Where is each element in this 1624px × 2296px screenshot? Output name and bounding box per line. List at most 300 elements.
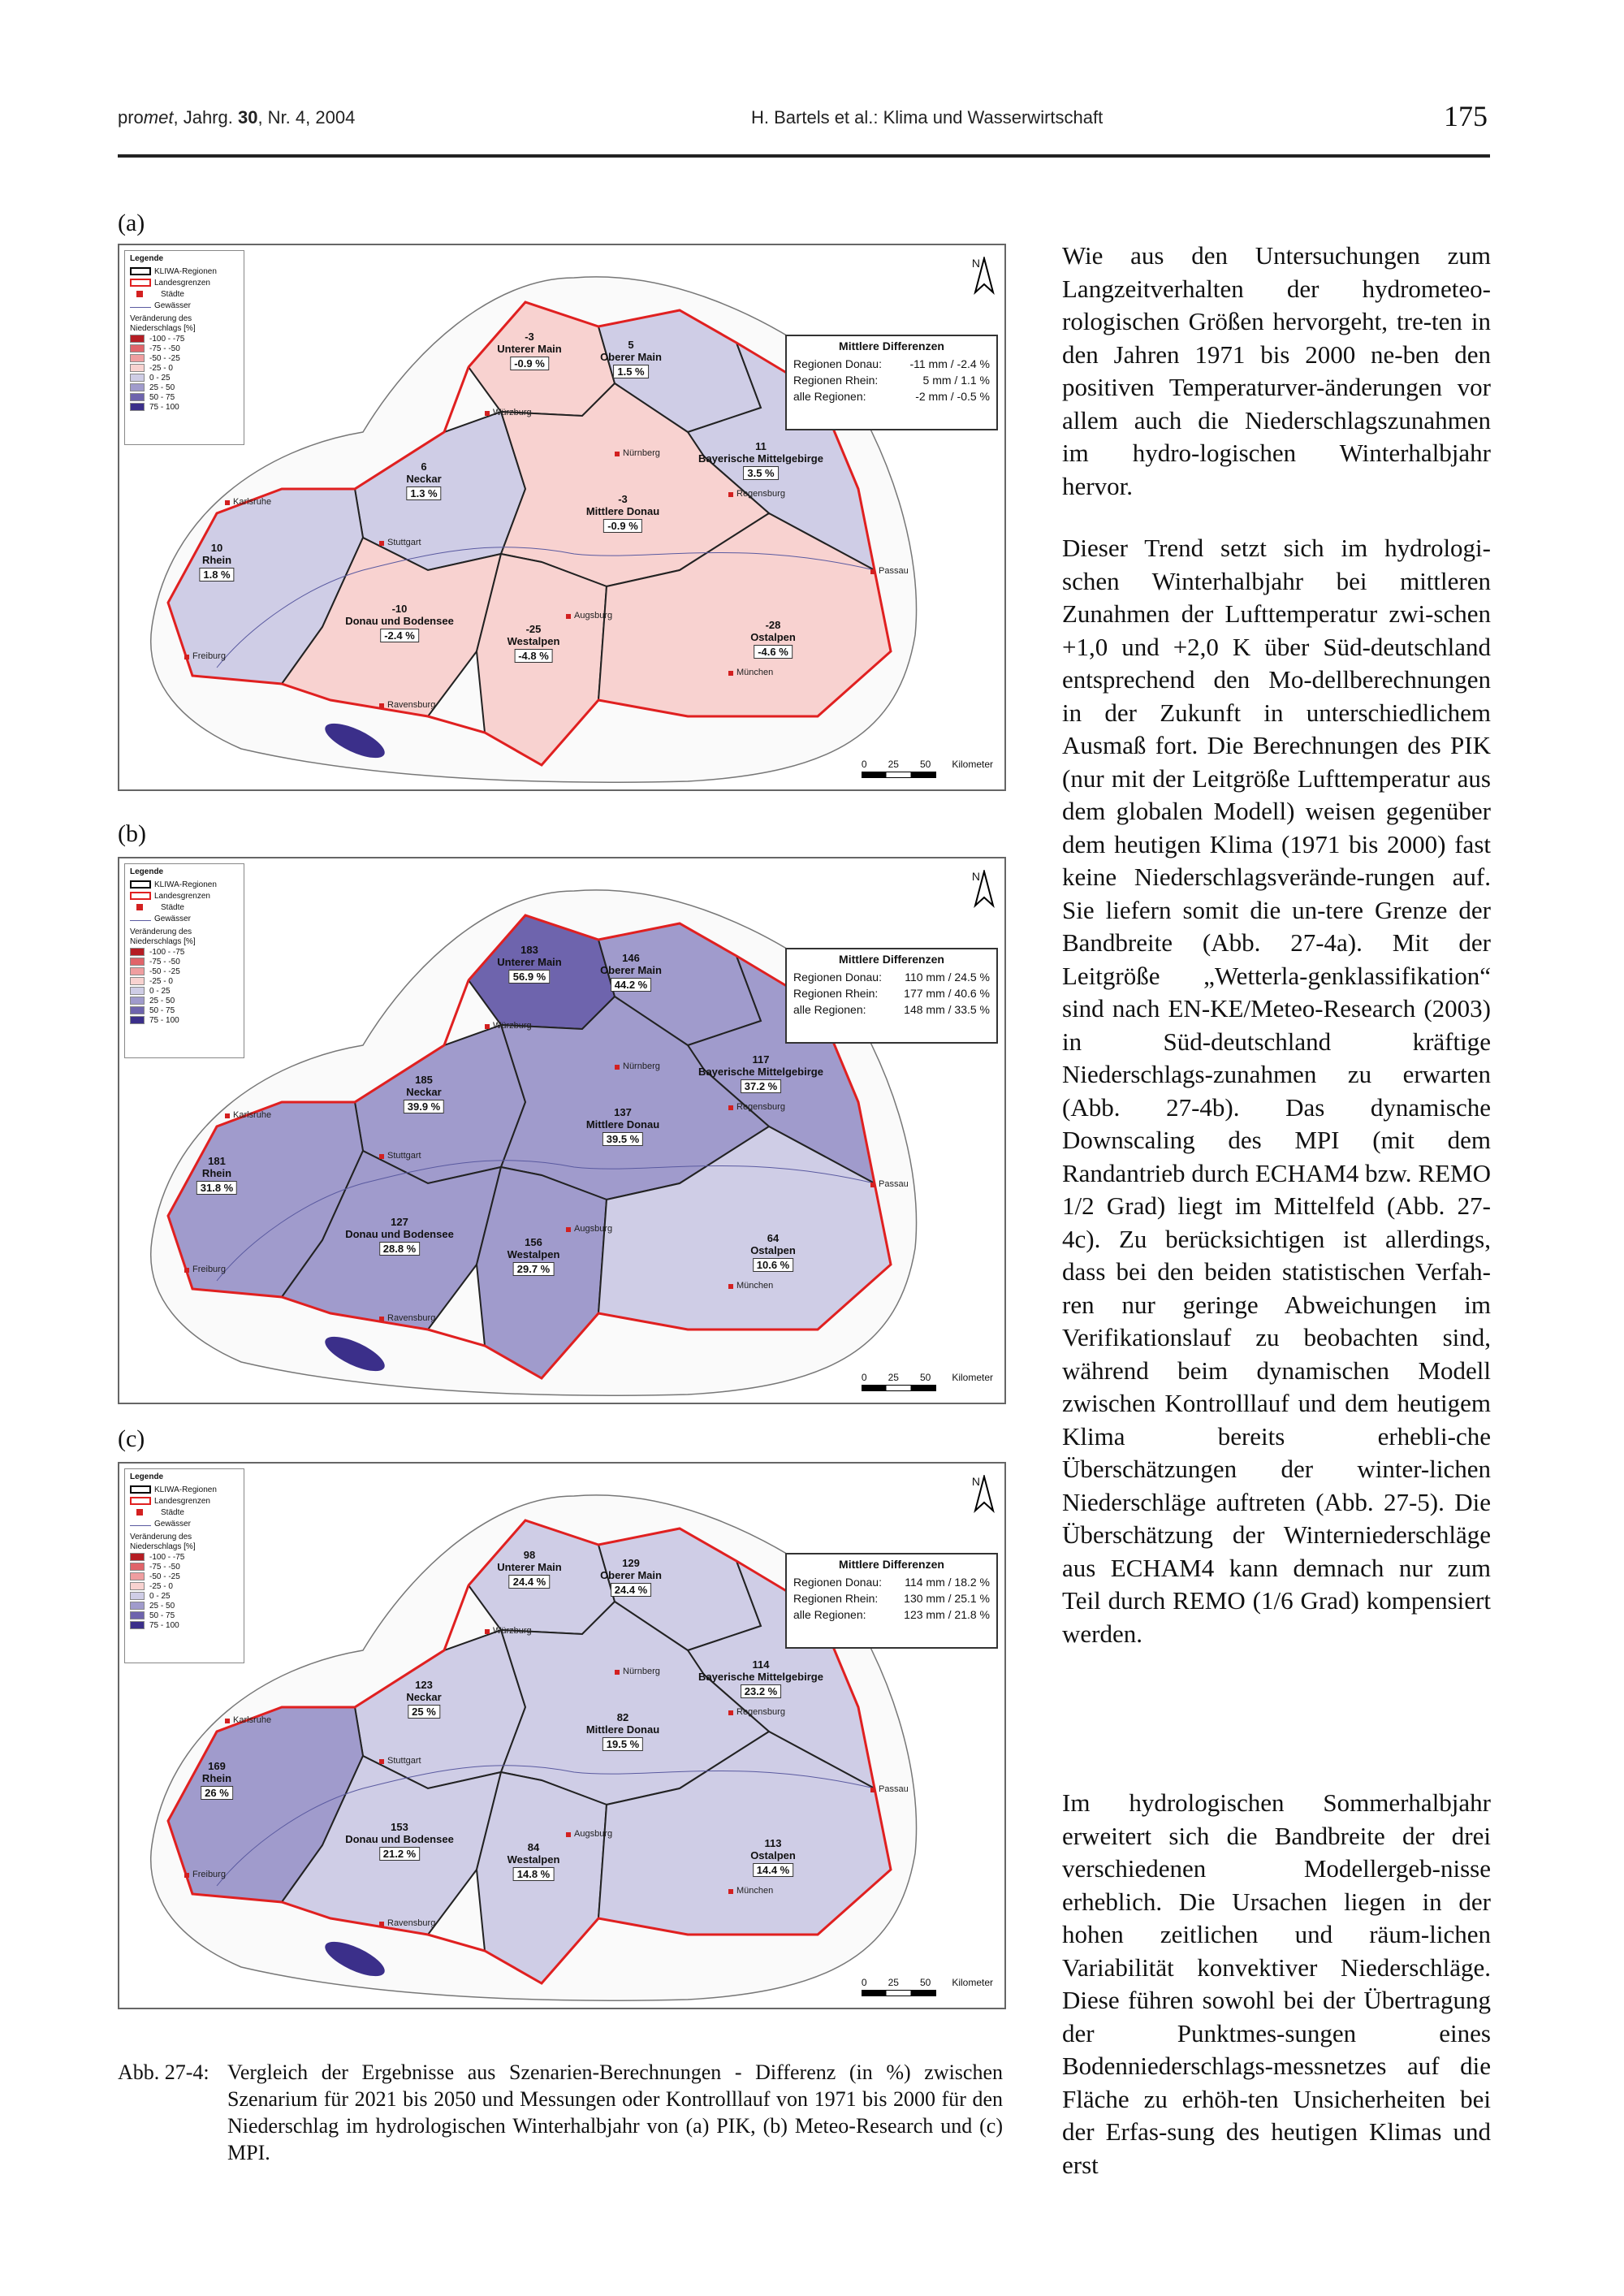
legend-class-label: -50 - -25 (149, 353, 180, 363)
body-paragraph-1 (1062, 240, 1491, 503)
journal-header (118, 107, 355, 128)
region-name: Neckar (406, 1691, 442, 1703)
region-label (508, 623, 560, 663)
city-label: Passau (879, 1784, 909, 1794)
city-label: Stuttgart (387, 1151, 421, 1161)
legend-class-label: 0 - 25 (149, 986, 171, 996)
legend-kliwa-label: KLIWA-Regionen (154, 1485, 217, 1494)
scale-tick: 25 (888, 1372, 899, 1383)
summary-row-value: 123 mm / 21.8 % (904, 1608, 990, 1621)
region-label (497, 1549, 561, 1589)
legend-class-label: 0 - 25 (149, 373, 171, 383)
legend-kliwa (130, 1484, 239, 1495)
region-percent: -0.9 % (510, 357, 549, 370)
legend-class-label: -75 - -50 (149, 957, 180, 966)
summary-row-label: Regionen Rhein: (793, 987, 879, 1000)
scale-tick: 0 (861, 759, 867, 770)
region-label (497, 944, 561, 984)
region-name: Bayerische Mittelgebirge (698, 1066, 823, 1078)
region-value-mm: 156 (525, 1236, 542, 1248)
legend-landesgrenzen-label: Landesgrenzen (154, 891, 210, 901)
summary-row-label: Regionen Donau: (793, 971, 882, 984)
region-name: Westalpen (507, 1248, 560, 1260)
region-name: Oberer Main (600, 351, 662, 363)
region-percent: 56.9 % (509, 970, 550, 984)
region-name: Oberer Main (600, 1569, 662, 1581)
figure-label: (b) (118, 820, 146, 847)
region-percent: 21.2 % (379, 1847, 420, 1861)
city-label: Würzburg (493, 1626, 532, 1636)
caption-text: Vergleich der Ergebnisse aus Szenarien-Berechnungen - Differenz (in %) zwischen Szenarium für 2021 bis 2050 und Messungen oder Kontrolllauf von 1971 bis 2000 für den Niederschlag im hydrologischen Winterhalbjahr von (a) PIK, (b) Meteo-Research und (c) MPI. (227, 2060, 1003, 2164)
region-value-mm: 153 (391, 1821, 408, 1833)
region-label (345, 1216, 454, 1256)
region-value-mm: 169 (208, 1760, 226, 1772)
summary-row-value: -2 mm / -0.5 % (915, 390, 990, 403)
region-label (406, 460, 441, 500)
legend-class (130, 957, 239, 966)
region-name: Rhein (201, 1167, 232, 1179)
region-value-mm: 117 (752, 1053, 770, 1066)
map-legend (124, 1468, 244, 1663)
north-label: N (971, 870, 980, 883)
region-value-mm: 11 (755, 440, 767, 452)
legend-class (130, 1562, 239, 1572)
map-svg (119, 858, 1004, 1403)
region-name: Donau und Bodensee (345, 615, 454, 627)
region-value-mm: -3 (618, 493, 628, 505)
summary-title: Mittlere Differenzen (839, 1558, 944, 1571)
legend-staedte (130, 288, 239, 300)
map-svg (119, 245, 1004, 789)
legend-class-label: 0 - 25 (149, 1591, 171, 1601)
summary-row-label: Regionen Rhein: (793, 374, 879, 387)
region-label (201, 1760, 233, 1800)
legend-class (130, 1591, 239, 1601)
scale-bar (862, 1372, 993, 1391)
caption-label: Abb. 27-4: (118, 2060, 209, 2084)
city-label: Nürnberg (623, 1062, 660, 1071)
region-percent: 25 % (408, 1705, 440, 1719)
city-label: Augsburg (574, 1829, 613, 1839)
region-label (600, 1557, 662, 1597)
legend-class (130, 1552, 239, 1562)
legend-class (130, 373, 239, 383)
city-label: Regensburg (736, 489, 785, 499)
north-arrow-icon (972, 1475, 980, 1488)
region-percent: 24.4 % (509, 1575, 550, 1589)
region-percent: 26 % (201, 1786, 233, 1800)
legend-change-title: Veränderung des Niederschlags [%] (130, 314, 196, 333)
region-value-mm: 10 (210, 542, 223, 554)
city-label: Freiburg (192, 1870, 226, 1879)
region-value-mm: 181 (208, 1155, 226, 1167)
region-value-mm: -28 (765, 619, 781, 631)
legend-class-label: -100 - -75 (149, 1552, 185, 1562)
region-label (345, 1821, 454, 1861)
figure-label: (c) (118, 1425, 145, 1452)
summary-row-label: alle Regionen: (793, 1003, 866, 1016)
summary-title: Mittlere Differenzen (839, 339, 944, 352)
legend-staedte (130, 1507, 239, 1518)
journal-name-pre: pro (118, 107, 144, 128)
scale-tick: 0 (861, 1372, 867, 1383)
region-percent: 24.4 % (611, 1583, 651, 1597)
legend-class (130, 1015, 239, 1025)
north-arrow-icon (972, 257, 980, 270)
legend-change-title: Veränderung des Niederschlags [%] (130, 927, 196, 946)
body-paragraph-3 (1062, 1787, 1491, 2181)
region-value-mm: -25 (525, 623, 542, 635)
region-value-mm: 137 (614, 1106, 632, 1118)
legend-title: Legende (130, 254, 164, 263)
summary-row-value: 130 mm / 25.1 % (904, 1592, 990, 1605)
legend-class-label: 75 - 100 (149, 1015, 179, 1025)
legend-class-label: -50 - -25 (149, 966, 180, 976)
legend-gewaesser-label: Gewässer (154, 301, 192, 310)
legend-staedte-label: Städte (161, 1507, 184, 1517)
region-label (698, 1053, 823, 1093)
legend-class (130, 383, 239, 392)
summary-title: Mittlere Differenzen (839, 953, 944, 966)
region-percent: 1.5 % (613, 365, 648, 378)
summary-row (793, 1574, 990, 1590)
scale-ticks (862, 1977, 993, 1988)
city-label: Stuttgart (387, 1756, 421, 1766)
summary-row-label: Regionen Rhein: (793, 1592, 879, 1605)
region-percent: -0.9 % (603, 519, 642, 533)
arrow-up-icon (972, 257, 996, 297)
summary-row (793, 969, 990, 985)
region-percent: 10.6 % (753, 1258, 793, 1272)
region-value-mm: 183 (520, 944, 538, 956)
city-label: Ravensburg (387, 700, 436, 710)
region-name: Mittlere Donau (585, 505, 660, 517)
scale-ticks (862, 1372, 993, 1383)
region-percent: -2.4 % (380, 629, 419, 642)
legend-class (130, 1572, 239, 1581)
precipitation-map (118, 857, 1006, 1404)
map-legend (124, 250, 244, 445)
arrow-up-icon (972, 870, 996, 910)
region-name: Ostalpen (750, 631, 796, 643)
north-arrow-icon (972, 870, 980, 883)
region-percent: 44.2 % (611, 978, 651, 992)
legend-kliwa-label: KLIWA-Regionen (154, 880, 217, 889)
legend-kliwa-label: KLIWA-Regionen (154, 266, 217, 276)
region-name: Rhein (201, 1772, 232, 1784)
legend-class-label: -75 - -50 (149, 1562, 180, 1572)
region-label (750, 619, 796, 659)
north-label: N (971, 1475, 980, 1488)
summary-row (793, 388, 990, 404)
region-label (586, 493, 659, 533)
legend-class-label: -50 - -25 (149, 1572, 180, 1581)
legend-class (130, 986, 239, 996)
summary-row-label: Regionen Donau: (793, 357, 882, 370)
city-label: München (736, 668, 774, 677)
city-label: Regensburg (736, 1102, 785, 1112)
mean-differences-box (785, 1553, 998, 1649)
summary-row (793, 985, 990, 1001)
city-label: Ravensburg (387, 1918, 436, 1928)
region-name: Unterer Main (497, 343, 562, 355)
legend-class (130, 996, 239, 1005)
region-name: Ostalpen (750, 1244, 796, 1256)
region-percent: -4.6 % (754, 645, 793, 659)
region-value-mm: 64 (767, 1232, 780, 1244)
summary-row-value: -11 mm / -2.4 % (909, 357, 990, 370)
legend-class (130, 976, 239, 986)
region-label (698, 440, 823, 480)
arrow-up-icon (972, 1475, 996, 1516)
city-label: Ravensburg (387, 1313, 436, 1323)
region-percent: 31.8 % (197, 1181, 237, 1195)
legend-landesgrenzen-label: Landesgrenzen (154, 1496, 210, 1506)
summary-row-label: alle Regionen: (793, 390, 866, 403)
region-label (406, 1679, 441, 1719)
city-label: Karlsruhe (233, 1715, 272, 1725)
legend-gewaesser-label: Gewässer (154, 1519, 192, 1529)
legend-landesgrenzen (130, 890, 239, 902)
figure-label: (a) (118, 210, 145, 236)
legend-kliwa (130, 879, 239, 890)
region-name: Bayerische Mittelgebirge (698, 1671, 823, 1683)
city-label: Würzburg (493, 408, 532, 417)
region-label (600, 952, 662, 992)
scale-bar-graphic (862, 1990, 936, 1996)
region-name: Westalpen (507, 635, 560, 647)
body-paragraph-2 (1062, 532, 1491, 1650)
legend-staedte-label: Städte (161, 902, 184, 912)
region-label (698, 1658, 823, 1698)
summary-row-value: 148 mm / 33.5 % (904, 1003, 990, 1016)
region-name: Ostalpen (750, 1849, 796, 1861)
legend-class (130, 353, 239, 363)
scale-bar-graphic (862, 772, 936, 778)
region-name: Westalpen (507, 1853, 560, 1866)
region-name: Oberer Main (600, 964, 662, 976)
legend-class-label: -25 - 0 (149, 976, 173, 986)
legend-title: Legende (130, 1472, 164, 1481)
city-label: München (736, 1886, 774, 1896)
legend-class-label: 25 - 50 (149, 996, 175, 1005)
city-label: Freiburg (192, 651, 226, 661)
summary-row (793, 1001, 990, 1018)
legend-class (130, 947, 239, 957)
region-value-mm: 114 (752, 1658, 770, 1671)
region-value-mm: 84 (527, 1841, 540, 1853)
summary-row (793, 1590, 990, 1606)
legend-gewaesser (130, 913, 239, 924)
region-value-mm: 123 (415, 1679, 433, 1691)
summary-row-value: 110 mm / 24.5 % (905, 971, 990, 984)
region-percent: 19.5 % (603, 1737, 643, 1751)
city-label: Stuttgart (387, 538, 421, 547)
region-label (600, 339, 662, 378)
region-label (508, 1236, 560, 1276)
region-percent: 39.5 % (603, 1132, 643, 1146)
precipitation-map (118, 1462, 1006, 2009)
scale-tick: 0 (861, 1977, 867, 1988)
legend-landesgrenzen (130, 1495, 239, 1507)
legend-gewaesser (130, 1518, 239, 1529)
region-label (508, 1841, 560, 1881)
region-percent: 37.2 % (741, 1079, 781, 1093)
paragraph-text: Im hydrologischen Sommerhalbjahr erweitert sich die Bandbreite der drei verschiedenen Modellergeb-nisse erheblich. Die Ursachen liegen in der hohen zeitlichen und räum-lichen Variabilität konvektiver Niederschläge. Diese führen sowohl bei der Übertragung der Punktmes-sungen eines Bodenniederschlags-messnetzes auf die Fläche zu erhöh-ten Unsicherheiten bei der Erfas-sung des heutigen Klimas und erst (1062, 1788, 1491, 2179)
region-percent: 39.9 % (404, 1100, 444, 1113)
region-percent: 28.8 % (379, 1242, 420, 1256)
legend-class (130, 1611, 239, 1620)
scale-ticks (862, 759, 993, 770)
region-value-mm: 127 (391, 1216, 408, 1228)
region-percent: 14.4 % (753, 1863, 793, 1877)
legend-class (130, 344, 239, 353)
region-label (586, 1106, 659, 1146)
legend-class-label: 25 - 50 (149, 383, 175, 392)
summary-row (793, 1606, 990, 1623)
figure-caption (118, 2059, 1003, 2166)
region-label (199, 542, 234, 582)
region-percent: 1.3 % (406, 486, 441, 500)
legend-gewaesser (130, 300, 239, 311)
legend-class-label: 50 - 75 (149, 1005, 175, 1015)
north-label: N (971, 257, 980, 270)
scale-bar (862, 1977, 993, 1996)
region-name: Neckar (406, 473, 442, 485)
legend-class-label: 50 - 75 (149, 392, 175, 402)
legend-class-label: -100 - -75 (149, 334, 185, 344)
legend-title: Legende (130, 867, 164, 876)
map-svg (119, 1464, 1004, 2008)
region-name: Mittlere Donau (585, 1723, 660, 1736)
region-percent: 29.7 % (513, 1262, 554, 1276)
header-rule (118, 154, 1490, 158)
region-value-mm: 185 (415, 1074, 433, 1086)
legend-class (130, 1601, 239, 1611)
paragraph-text: Wie aus den Untersuchungen zum Langzeitverhalten der hydrometeo-rologischen Größen hervorgeht, tre-ten in den Jahren 1971 bis 2000 ne-ben den positiven Temperaturver-änderungen vor allem auch die Niederschlagszunahmen im hydro-logischen Winterhalbjahr hervor. (1062, 241, 1491, 500)
scale-tick: 25 (888, 759, 899, 770)
article-header: H. Bartels et al.: Klima und Wasserwirtschaft (751, 107, 1104, 128)
legend-class-label: -25 - 0 (149, 363, 173, 373)
region-percent: 1.8 % (199, 568, 234, 582)
legend-class (130, 1005, 239, 1015)
region-percent: 23.2 % (741, 1684, 781, 1698)
region-value-mm: 146 (622, 952, 640, 964)
city-label: Augsburg (574, 1224, 613, 1234)
journal-name-italic: met (143, 107, 174, 128)
region-value-mm: 5 (628, 339, 634, 351)
scale-unit: Kilometer (952, 1372, 993, 1383)
summary-row-label: alle Regionen: (793, 1608, 866, 1621)
region-label (586, 1711, 659, 1751)
scale-unit: Kilometer (952, 1977, 993, 1988)
region-label (404, 1074, 444, 1113)
city-label: Nürnberg (623, 448, 660, 458)
city-label: Karlsruhe (233, 1110, 272, 1120)
scale-bar-graphic (862, 1385, 936, 1391)
region-value-mm: -3 (525, 331, 534, 343)
mean-differences-box (785, 948, 998, 1044)
region-value-mm: 129 (622, 1557, 640, 1569)
legend-class (130, 966, 239, 976)
region-value-mm: -10 (391, 603, 408, 615)
legend-class (130, 334, 239, 344)
legend-class-label: 50 - 75 (149, 1611, 175, 1620)
region-name: Bayerische Mittelgebirge (698, 452, 823, 465)
scale-tick: 50 (919, 1977, 931, 1988)
region-label (345, 603, 454, 642)
mean-differences-box (785, 335, 998, 430)
region-name: Unterer Main (497, 956, 562, 968)
legend-class (130, 1620, 239, 1630)
region-percent: -4.8 % (514, 649, 553, 663)
legend-class-label: -100 - -75 (149, 947, 185, 957)
region-name: Donau und Bodensee (345, 1833, 454, 1845)
region-value-mm: 113 (764, 1837, 782, 1849)
region-label (750, 1232, 796, 1272)
legend-staedte-label: Städte (161, 289, 184, 299)
summary-row-value: 177 mm / 40.6 % (904, 987, 990, 1000)
city-label: Freiburg (192, 1265, 226, 1274)
city-label: Würzburg (493, 1021, 532, 1031)
summary-row (793, 372, 990, 388)
region-percent: 3.5 % (743, 466, 778, 480)
page-number: 175 (1444, 100, 1488, 132)
legend-class-label: 75 - 100 (149, 402, 179, 412)
region-name: Donau und Bodensee (345, 1228, 454, 1240)
map-legend (124, 863, 244, 1058)
city-label: München (736, 1281, 774, 1291)
city-label: Passau (879, 1179, 909, 1189)
summary-row (793, 356, 990, 372)
summary-row-value: 5 mm / 1.1 % (922, 374, 990, 387)
legend-class (130, 392, 239, 402)
region-name: Neckar (406, 1086, 442, 1098)
legend-kliwa (130, 266, 239, 277)
region-name: Unterer Main (497, 1561, 562, 1573)
journal-volume: 30 (237, 107, 258, 128)
region-name: Mittlere Donau (585, 1118, 660, 1131)
scale-bar (862, 759, 993, 778)
region-label (197, 1155, 237, 1195)
legend-class-label: 75 - 100 (149, 1620, 179, 1630)
legend-staedte (130, 902, 239, 913)
city-label: Regensburg (736, 1707, 785, 1717)
paragraph-text: Dieser Trend setzt sich im hydrologi-schen Winterhalbjahr bei mittleren Zunahmen der Lufttemperatur zwi-schen +1,0 und +2,0 K über Süd-deutschland entsprechend den Mo-dellberechnungen in der Zukunft in unterschiedlichem Ausmaß fort. Die Berechnungen des PIK (nur mit der Leitgröße Lufttemperatur aus dem globalen Modell) weisen gegenüber dem heutigen Klima (1971 bis 2000) fast keine Niederschlagsverände-rungen auf. Sie liefern somit die un-tere Grenze der Bandbreite (Abb. 27-4a). Mit der Leitgröße „Wetterla-genklassifikation“ sind nach EN-KE/Meteo-Research (2003) in Süd-deutschland kräftige Niederschlags-zunahmen zu erwarten (Abb. 27-4b). Das dynamische Downscaling des MPI (mit dem Randantrieb durch ECHAM4 bzw. REMO 1/2 Grad) liegt im Mittelfeld (Abb. 27-4c). Zu berücksichtigen ist allerdings, dass bei den beiden statistischen Verfah-ren nur geringe Abweichungen im Verifikationslauf zu beobachten sind, während beim dynamischen Modell zwischen Kontrolllauf und dem heutigem Klima bereits erhebli-che Überschätzungen der winter-lichen Niederschläge auftreten (Abb. 27-5). Die Überschätzung der Winterniederschläge aus ECHAM4 kann demnach nur zum Teil durch REMO (1/6 Grad) kompensiert werden. (1062, 534, 1491, 1648)
summary-row-value: 114 mm / 18.2 % (905, 1576, 990, 1589)
region-value-mm: 82 (616, 1711, 629, 1723)
legend-change-title: Veränderung des Niederschlags [%] (130, 1533, 196, 1551)
legend-landesgrenzen (130, 277, 239, 288)
legend-class-label: 25 - 50 (149, 1601, 175, 1611)
legend-class-label: -25 - 0 (149, 1581, 173, 1591)
legend-class (130, 402, 239, 412)
region-value-mm: 6 (421, 460, 427, 473)
legend-landesgrenzen-label: Landesgrenzen (154, 278, 210, 288)
city-label: Passau (879, 566, 909, 576)
legend-class (130, 363, 239, 373)
precipitation-map (118, 244, 1006, 791)
legend-gewaesser-label: Gewässer (154, 914, 192, 923)
region-label (750, 1837, 796, 1877)
region-value-mm: 98 (523, 1549, 536, 1561)
scale-unit: Kilometer (952, 759, 993, 770)
city-label: Augsburg (574, 611, 613, 620)
region-name: Rhein (201, 554, 232, 566)
scale-tick: 50 (919, 1372, 931, 1383)
city-label: Karlsruhe (233, 497, 272, 507)
journal-issue: , Nr. 4, 2004 (257, 107, 356, 128)
